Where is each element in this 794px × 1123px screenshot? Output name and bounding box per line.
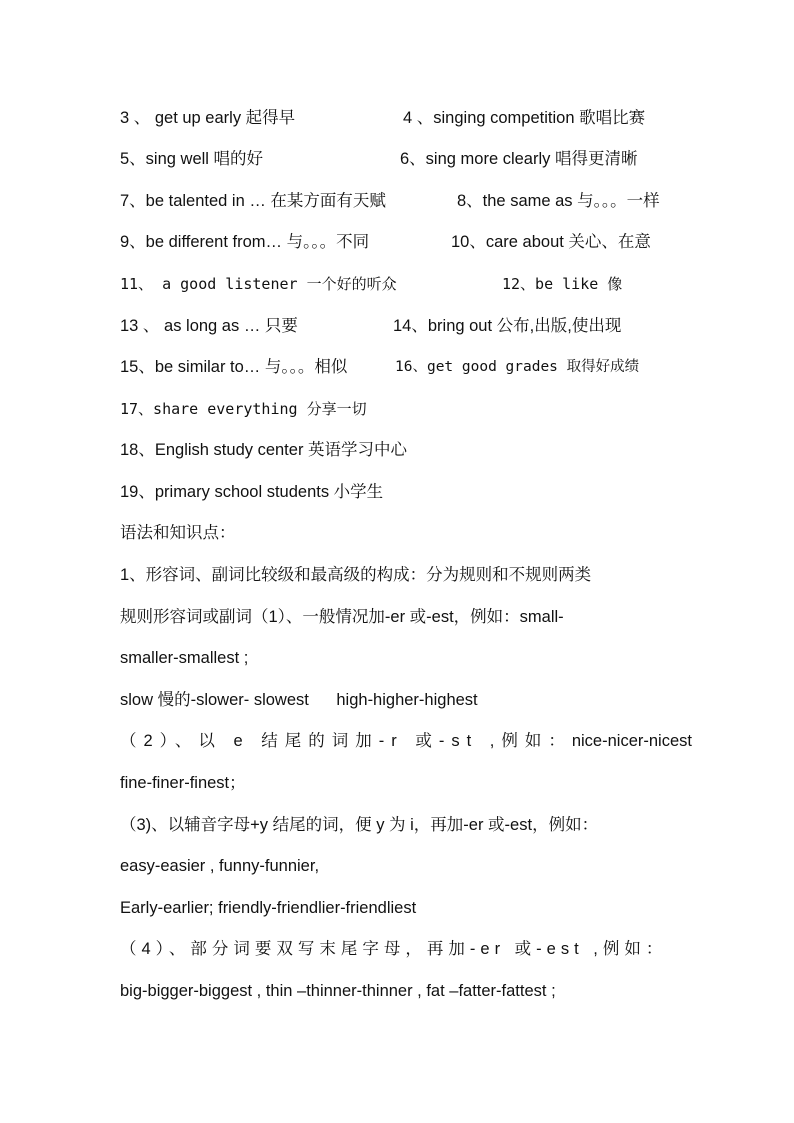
rule-2-text: （2）、以 e 结尾的词加-r 或-st ,例如： bbox=[120, 732, 572, 750]
rule-2-line-2: fine-finer-finest； bbox=[120, 774, 246, 792]
rule-1-line-2: smaller-smallest ; bbox=[120, 649, 249, 667]
phrase-3: 3 、 get up early 起得早 bbox=[120, 109, 296, 127]
rule-1-line-3: slow 慢的-slower- slowest high-higher-highest bbox=[120, 691, 478, 709]
phrase-10: 10、care about 关心、在意 bbox=[451, 233, 651, 251]
phrase-19: 19、primary school students 小学生 bbox=[120, 483, 384, 501]
phrase-11: 11、 a good listener 一个好的听众 bbox=[120, 275, 397, 293]
rule-2-example: nice-nicer-nicest bbox=[571, 732, 692, 750]
phrase-13: 13 、 as long as … 只要 bbox=[120, 317, 298, 335]
phrase-12: 12、be like 像 bbox=[502, 275, 623, 293]
rule-3-line-1: （3)、以辅音字母+y 结尾的词，便 y 为 i，再加-er 或-est，例如： bbox=[120, 816, 599, 834]
phrase-15: 15、be similar to… 与。。。相似 bbox=[120, 358, 348, 376]
rule-4-line-1: （4）、部分词要双写末尾字母，再加-er 或-est ,例如： bbox=[120, 940, 668, 958]
rule-3-line-2: easy-easier , funny-funnier, bbox=[120, 857, 320, 875]
grammar-point-1: 1、形容词、副词比较级和最高级的构成：分为规则和不规则两类 bbox=[120, 566, 592, 584]
rule-4-line-2: big-bigger-biggest , thin –thinner-thinner , fat –fatter-fattest ; bbox=[120, 982, 556, 1000]
phrase-5: 5、sing well 唱的好 bbox=[120, 150, 264, 168]
phrase-16: 16、get good grades 取得好成绩 bbox=[395, 359, 640, 375]
rule-3-line-3: Early-earlier; friendly-friendlier-friendliest bbox=[120, 899, 417, 917]
phrase-4: 4 、singing competition 歌唱比赛 bbox=[403, 109, 646, 127]
phrase-9: 9、be different from… 与。。。不同 bbox=[120, 233, 370, 251]
rule-2-line-1 bbox=[120, 730, 692, 752]
rule-1-line-1: 规则形容词或副词（1）、一般情况加-er 或-est，例如：small- bbox=[120, 608, 564, 626]
grammar-heading: 语法和知识点： bbox=[120, 524, 236, 542]
phrase-8: 8、the same as 与。。。一样 bbox=[457, 192, 660, 210]
phrase-7: 7、be talented in … 在某方面有天赋 bbox=[120, 192, 386, 210]
phrase-17: 17、share everything 分享一切 bbox=[120, 400, 367, 418]
phrase-14: 14、bring out 公布,出版,使出现 bbox=[393, 317, 622, 335]
phrase-6: 6、sing more clearly 唱得更清晰 bbox=[400, 150, 638, 168]
phrase-18: 18、English study center 英语学习中心 bbox=[120, 441, 408, 459]
